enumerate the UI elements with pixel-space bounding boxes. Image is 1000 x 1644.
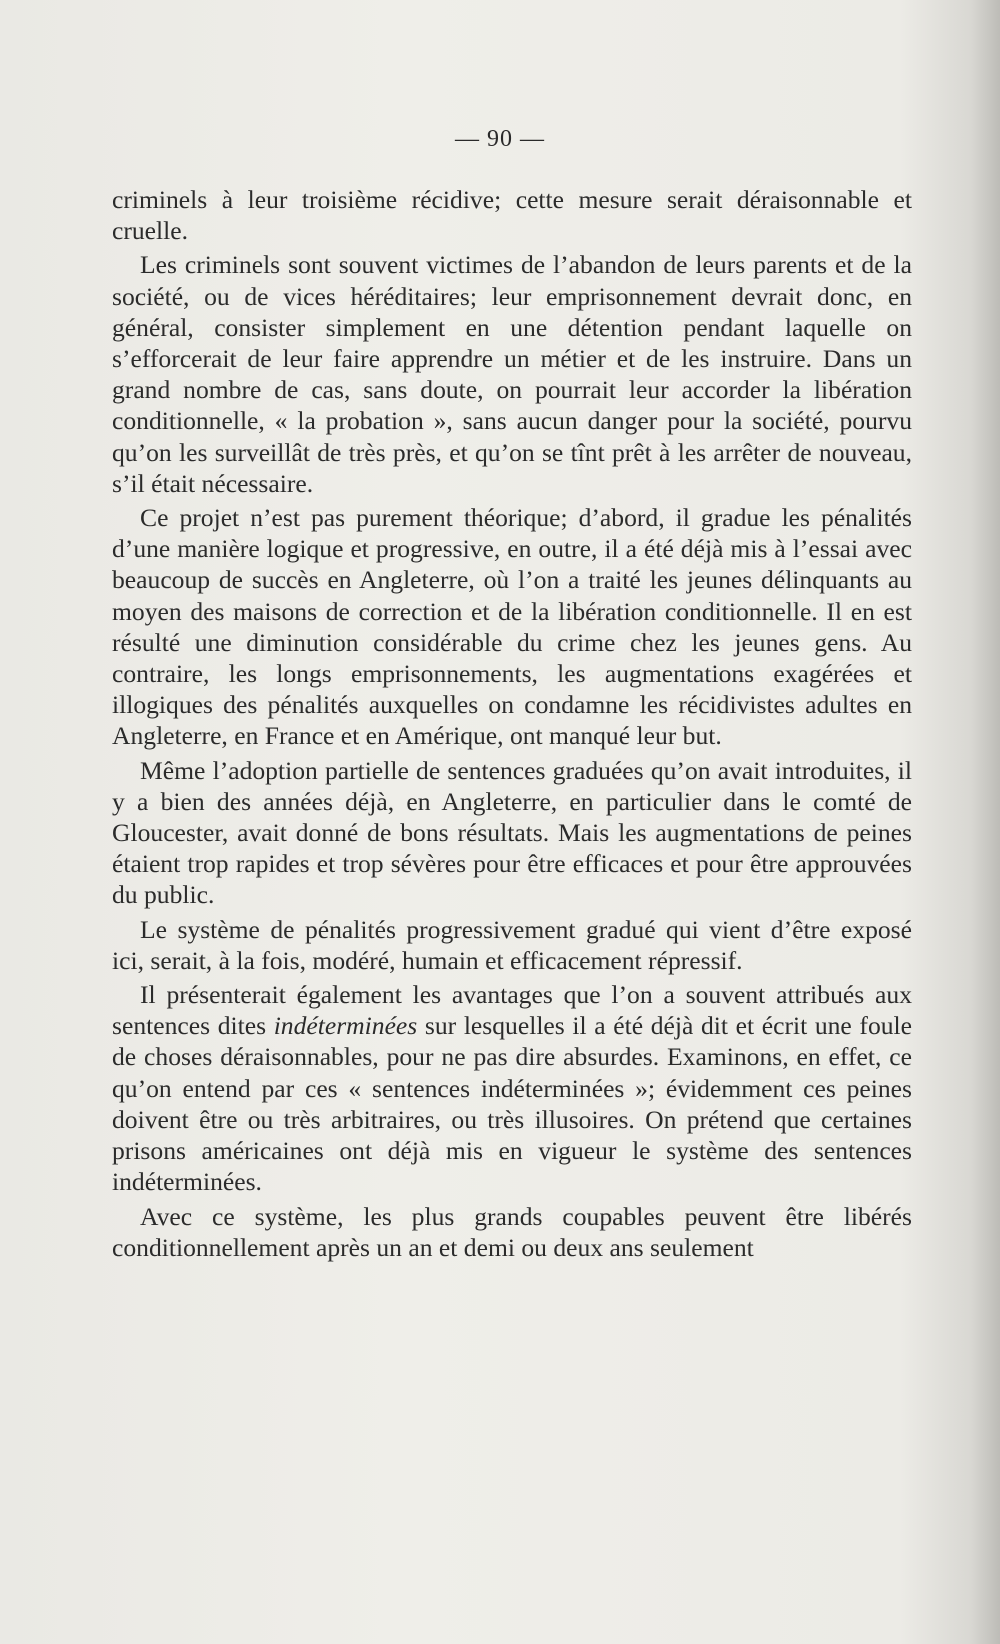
paragraph-7: Avec ce système, les plus grands coupables peuvent être libérés conditionnellement après un an et demi ou deux ans seulement	[112, 1201, 912, 1262]
paragraph-6	[112, 979, 912, 1197]
paragraph-3: Ce projet n’est pas purement théorique; d’abord, il gradue les pénalités d’une manière logique et progressive, en outre, il a été déjà mis à l’essai avec beaucoup de succès en Angleterre, où l’on a traité les jeunes délinquants au moyen des maisons de correction et de la libération conditionnelle. Il en est résulté une diminution considérable du crime chez les jeunes gens. Au contraire, les longs emprisonnements, les augmentations exagérées et illogiques des pénalités auxquelles on condamne les récidivistes adultes en Angleterre, en France et en Amérique, ont manqué leur but.	[112, 503, 912, 751]
paragraph-4: Même l’adoption partielle de sentences graduées qu’on avait introduites, il y a bien des années déjà, en Angleterre, en particulier dans le comté de Gloucester, avait donné de bons résultats. Mais les augmentations de peines étaient trop rapides et trop sévères pour être efficaces et pour être approuvées du public.	[112, 755, 912, 910]
paragraph-2: Les criminels sont souvent victimes de l’abandon de leurs parents et de la société, ou de vices héréditaires; leur emprisonnement devrait donc, en général, consister simplement en une détention pendant laquelle on s’efforcerait de leur faire apprendre un métier et de les instruire. Dans un grand nombre de cas, sans doute, on pourrait leur accorder la libération conditionnelle, « la probation », sans aucun danger pour la société, pourvu qu’on les surveillât de très près, et qu’on se tînt prêt à les arrêter de nouveau, s’il était nécessaire.	[112, 250, 912, 498]
paragraph-5: Le système de pénalités progressivement gradué qui vient d’être exposé ici, serait, à la fois, modéré, humain et efficacement répressif.	[112, 914, 912, 975]
paragraph-6-italic: indéterminées	[273, 1011, 418, 1041]
paragraph-6-after: sur lesquelles il a été déjà dit et écrit une foule de choses déraisonnables, pour ne pas dire absurdes. Examinons, en effet, ce qu’on entend par ces « sentences indéterminées »; évidemment ces peines doivent être ou très arbitraires, ou très illusoires. On prétend que certaines prisons américaines ont déjà mis en vigueur le système des sentences indéterminées.	[112, 1011, 913, 1197]
paragraph-6-before: Il présenterait également les avantages que l’on a souvent attribués aux sentences dites	[112, 980, 912, 1041]
page-text	[112, 184, 912, 1266]
page-number: — 90 —	[455, 126, 545, 152]
paragraph-1: criminels à leur troisième récidive; cette mesure serait déraisonnable et cruelle.	[112, 185, 912, 246]
